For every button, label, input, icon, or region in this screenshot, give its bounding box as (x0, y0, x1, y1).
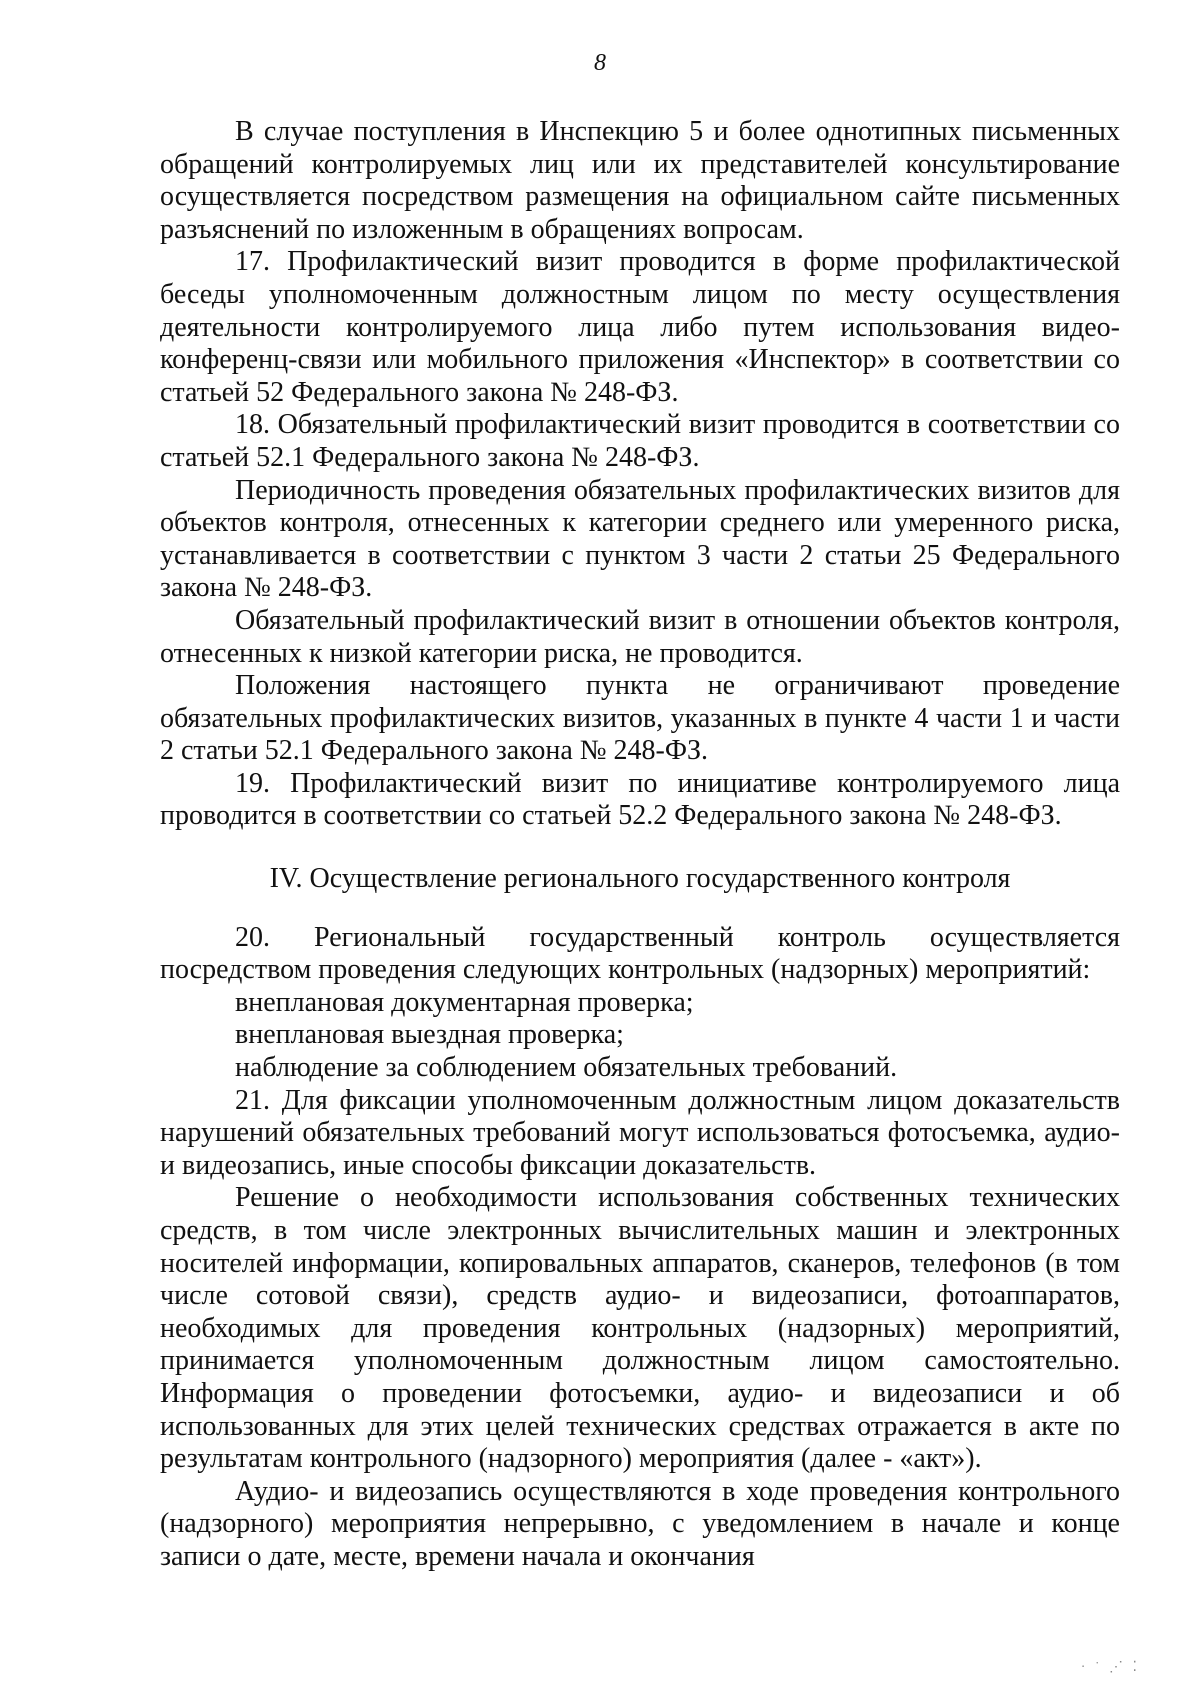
paragraph: 19. Профилактический визит по инициативе контролируемого лица проводится в соответствии со статьей 52.2 Федерального закона № 248-ФЗ. (160, 767, 1120, 832)
paragraph: Периодичность проведения обязательных профилактических визитов для объектов контроля, отнесенных к категории среднего или умеренного риска, устанавливается в соответствии с пунктом 3 части 2 статьи 25 Федерального закона № 248-ФЗ. (160, 474, 1120, 604)
list-item: внеплановая документарная проверка; (235, 986, 694, 1018)
paragraph: 21. Для фиксации уполномоченным должностным лицом доказательств нарушений обязательных требований могут использоваться фотосъемка, аудио- и видеозапись, иные способы фиксации доказательств. (160, 1084, 1120, 1181)
page-number: 8 (594, 50, 606, 76)
section-heading: IV. Осуществление регионального государственного контроля (269, 863, 1011, 895)
paragraph: 20. Региональный государственный контроль осуществляется посредством проведения следующих контрольных (надзорных) мероприятий: (160, 921, 1120, 986)
list-item: наблюдение за соблюдением обязательных требований. (235, 1052, 898, 1084)
paragraph: Обязательный профилактический визит в отношении объектов контроля, отнесенных к низкой категории риска, не проводится. (160, 604, 1120, 669)
document-body (160, 116, 1120, 1574)
paragraph: 17. Профилактический визит проводится в форме профилактической беседы уполномоченным должностным лицом по месту осуществления деятельности контролируемого лица либо путем использования видео-конференц-связи или мобильного приложения «Инспектор» в соответствии со статьей 52 Федерального закона № 248-ФЗ. (160, 246, 1120, 408)
paragraph: Положения настоящего пункта не ограничивают проведение обязательных профилактических визитов, указанных в пункте 4 части 1 и части 2 статьи 52.1 Федерального закона № 248-ФЗ. (160, 670, 1120, 767)
paragraph: 18. Обязательный профилактический визит проводится в соответствии со статьей 52.1 Федерального закона № 248-ФЗ. (160, 409, 1120, 473)
paragraph: Аудио- и видеозапись осуществляются в ходе проведения контрольного (надзорного) мероприятия непрерывно, с уведомлением в начале и конце записи о дате, месте, времени начала и окончания (160, 1475, 1120, 1572)
scan-noise-marks: · ˙ ⋰ ⁚ (1080, 1660, 1140, 1675)
list-item: внеплановая выездная проверка; (235, 1019, 624, 1051)
paragraph: Решение о необходимости использования собственных технических средств, в том числе электронных вычислительных машин и электронных носителей информации, копировальных аппаратов, сканеров, телефонов (в том числе сотовой связи), средств аудио- и видеозаписи, фотоаппаратов, необходимых для проведения контрольных (надзорных) мероприятий, принимается уполномоченным должностным лицом самостоятельно. Информация о проведении фотосъемки, аудио- и видеозаписи и об использованных для этих целей технических средствах отражается в акте по результатам контрольного (надзорного) мероприятия (далее - «акт»). (160, 1182, 1120, 1475)
paragraph: В случае поступления в Инспекцию 5 и более однотипных письменных обращений контролируемых лиц или их представителей консультирование осуществляется посредством размещения на официальном сайте письменных разъяснений по изложенным в обращениях вопросам. (160, 116, 1120, 245)
